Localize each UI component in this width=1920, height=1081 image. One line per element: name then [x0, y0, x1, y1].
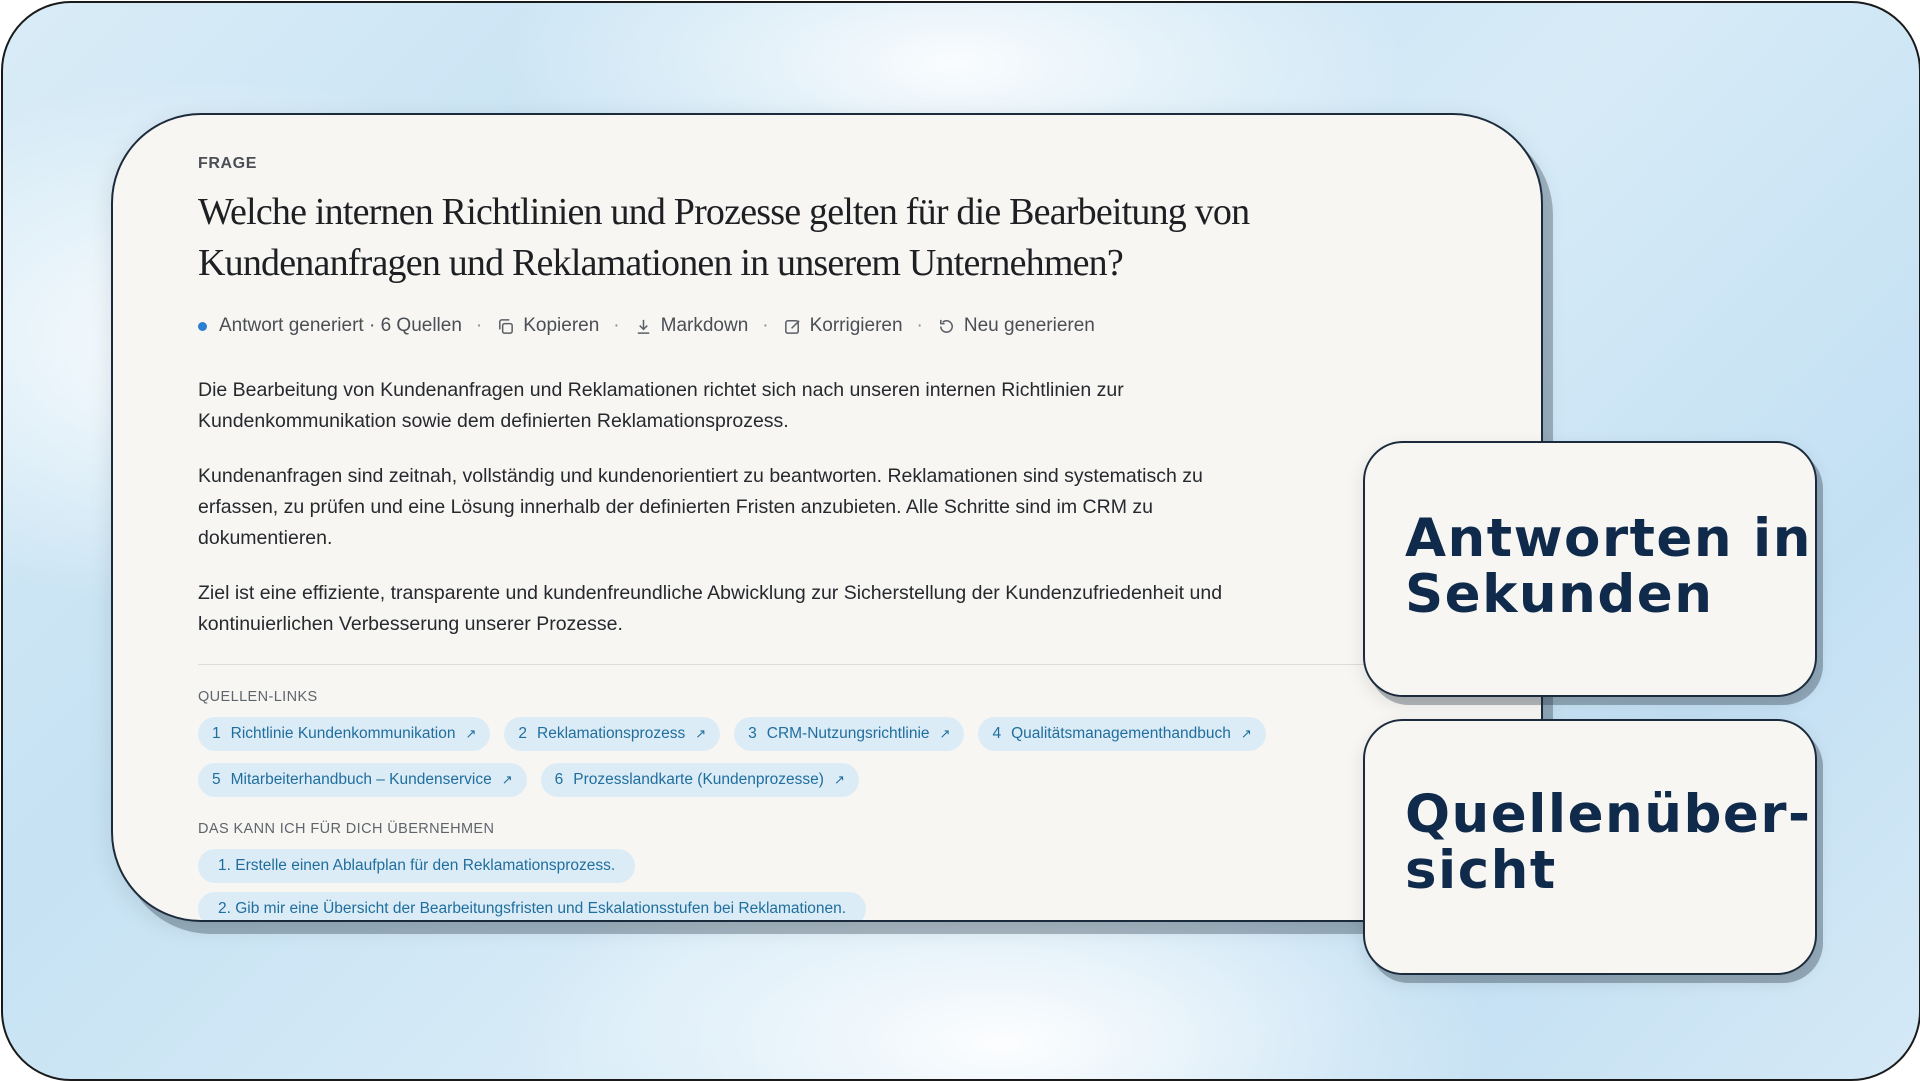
regenerate-label: Neu generieren — [963, 315, 1095, 336]
sources-label: QUELLEN-LINKS — [198, 689, 318, 705]
external-link-icon: ↗ — [465, 726, 477, 741]
suggestion-chip[interactable]: 2. Gib mir eine Übersicht der Bearbeitungsfristen und Eskalationsstufen bei Reklamationen. — [198, 892, 866, 922]
download-icon — [634, 317, 653, 336]
edit-icon — [783, 317, 802, 336]
feature-card-title-line: Quellenüber- — [1405, 784, 1812, 845]
source-number: 2 — [518, 725, 528, 742]
external-link-icon: ↗ — [833, 772, 845, 787]
feature-card-answers — [1363, 441, 1817, 697]
source-number: 1 — [212, 725, 221, 742]
feature-card-sources — [1363, 719, 1817, 975]
feature-card-title-line: Sekunden — [1405, 564, 1714, 625]
answer-status: Antwort generiert · 6 Quellen — [219, 315, 462, 336]
source-title: Mitarbeiterhandbuch – Kundenservice — [230, 771, 492, 788]
source-link[interactable] — [198, 763, 527, 797]
source-number: 4 — [992, 725, 1002, 742]
external-link-icon: ↗ — [939, 726, 951, 741]
source-link[interactable] — [198, 717, 490, 751]
external-link-icon: ↗ — [1240, 726, 1252, 741]
sources-list — [198, 717, 1338, 797]
suggestion-chip[interactable]: 1. Erstelle einen Ablaufplan für den Reklamationsprozess. — [198, 849, 635, 883]
refresh-icon — [937, 317, 956, 336]
source-title: CRM-Nutzungsrichtlinie — [766, 725, 930, 742]
source-number: 5 — [212, 771, 221, 788]
question-kicker: FRAGE — [198, 155, 257, 172]
source-title: Reklamationsprozess — [537, 725, 686, 742]
external-link-icon: ↗ — [695, 726, 707, 741]
source-title: Qualitätsmanagementhandbuch — [1011, 725, 1231, 742]
section-divider — [198, 664, 1398, 665]
source-link[interactable] — [734, 717, 964, 751]
markdown-label: Markdown — [660, 315, 749, 336]
answer-paragraph: Die Bearbeitung von Kundenanfragen und Reklamationen richtet sich nach unseren internen Richtlinien zur Kundenkommunikation sowie dem definierten Reklamationsprozess. — [198, 379, 1124, 432]
question-title: Welche internen Richtlinien und Prozesse gelten für die Bearbeitung von Kundenanfragen und Reklamationen in unserem Unternehmen? — [198, 191, 1250, 284]
status-dot-icon — [198, 322, 207, 331]
source-link[interactable] — [541, 763, 859, 797]
answer-body — [198, 375, 1288, 640]
correct-button[interactable] — [783, 315, 903, 337]
suggestions-label: DAS KANN ICH FÜR DICH ÜBERNEHMEN — [198, 821, 495, 837]
answer-meta-bar: Antwort generiert · 6 Quellen · Kopieren · Markdown · Korrigieren · Neu generieren — [198, 315, 1498, 337]
source-link[interactable] — [978, 717, 1265, 751]
copy-label: Kopieren — [523, 315, 600, 336]
source-number: 6 — [554, 771, 564, 788]
source-title: Prozesslandkarte (Kundenprozesse) — [573, 771, 824, 788]
correct-label: Korrigieren — [809, 315, 903, 336]
slide-frame — [1, 1, 1920, 1081]
copy-icon — [496, 317, 515, 336]
answer-panel — [111, 113, 1543, 922]
source-link[interactable] — [504, 717, 720, 751]
source-title: Richtlinie Kundenkommunikation — [230, 725, 456, 742]
answer-paragraph: Kundenanfragen sind zeitnah, vollständig und kundenorientiert zu beantworten. Reklamationen sind systematisch zu erfassen, zu prüfen und eine Lösung innerhalb der definierten Fristen anzubieten. Alle Schritte sind im CRM zu dokumentieren. — [198, 465, 1203, 549]
suggestions-list — [198, 849, 1498, 922]
copy-button[interactable] — [496, 315, 599, 337]
feature-card-title-line: Antworten in — [1405, 508, 1812, 569]
external-link-icon: ↗ — [501, 772, 513, 787]
source-number: 3 — [748, 725, 757, 742]
feature-card-title-line: sicht — [1405, 840, 1557, 901]
markdown-button[interactable] — [634, 315, 749, 337]
answer-paragraph: Ziel ist eine effiziente, transparente und kundenfreundliche Abwicklung zur Sicherstellung der Kundenzufriedenheit und kontinuierlichen Verbesserung unserer Prozesse. — [198, 582, 1223, 635]
regenerate-button[interactable] — [937, 315, 1095, 337]
